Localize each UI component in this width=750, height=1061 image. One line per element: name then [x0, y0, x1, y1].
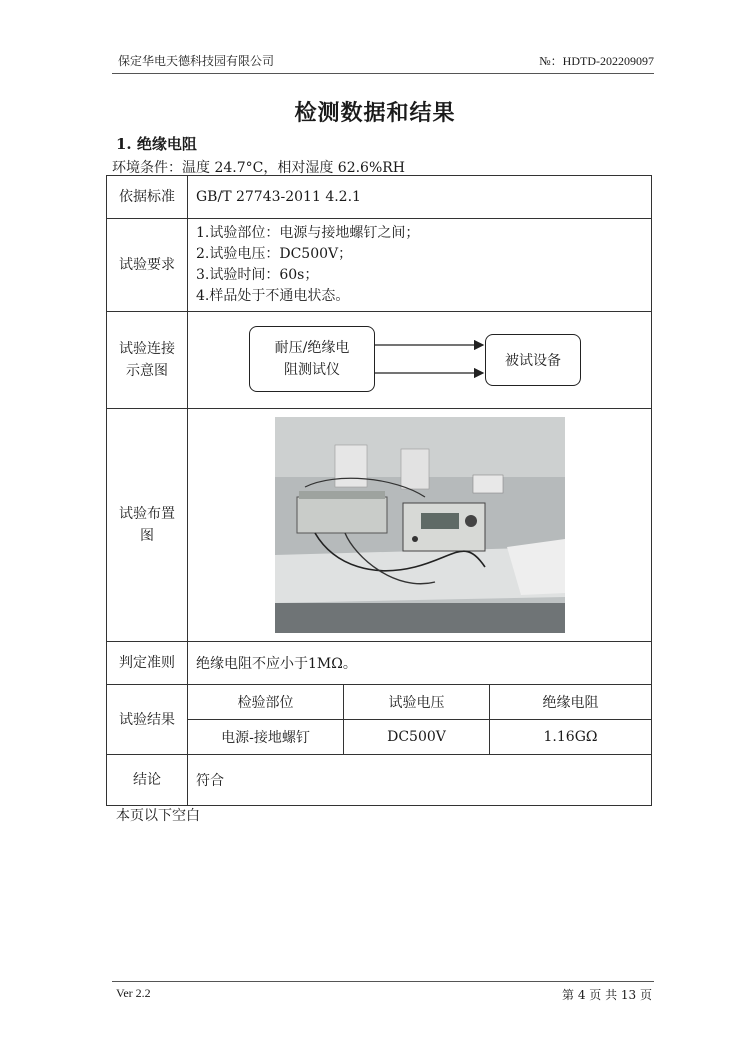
- row-conclusion: [107, 755, 652, 806]
- environment-conditions: 环境条件：温度 24.7°C，相对湿度 62.6%RH: [112, 160, 406, 176]
- row-connection-diagram: [107, 312, 652, 409]
- criterion-value: 绝缘电阻不应小于1MΩ。: [188, 642, 652, 685]
- result-resistance: 1.16GΩ: [490, 720, 652, 755]
- header-company: 保定华电天德科技园有限公司: [118, 54, 275, 68]
- header-divider: [112, 73, 654, 74]
- test-setup-photo: [275, 417, 565, 633]
- test-data-table: [106, 175, 652, 806]
- conclusion-label: 结论: [107, 755, 188, 806]
- instrument-label-line1: 耐压/绝缘电: [274, 340, 350, 356]
- tester-instrument-box: [249, 326, 375, 392]
- layout-photo-cell: [188, 409, 652, 642]
- requirement-item: 3.试验时间：60s；: [196, 267, 319, 283]
- footer-page-number: 第 4 页 共 13 页: [562, 988, 652, 1002]
- result-header-row: [188, 685, 651, 720]
- result-label: 试验结果: [107, 685, 188, 755]
- result-value-row: [188, 720, 651, 755]
- header-report-number: №：HDTD-202209097: [539, 54, 654, 68]
- connection-label-line1: 试验连接: [119, 341, 175, 357]
- standard-label: 依据标准: [107, 176, 188, 219]
- result-location: 电源-接地螺钉: [188, 720, 344, 755]
- result-header-resistance: 绝缘电阻: [490, 685, 652, 720]
- page-title: 检测数据和结果: [294, 100, 456, 126]
- layout-label: [107, 409, 188, 642]
- requirements-label: 试验要求: [107, 219, 188, 312]
- connection-label: [107, 312, 188, 409]
- requirement-item: 4.样品处于不通电状态。: [196, 288, 350, 304]
- instrument-label-line2: 阻测试仪: [284, 362, 340, 378]
- layout-label-line1: 试验布置: [119, 506, 175, 522]
- requirement-item: 1.试验部位：电源与接地螺钉之间；: [196, 225, 420, 241]
- result-cell: [188, 685, 652, 755]
- conclusion-value: 符合: [188, 755, 652, 806]
- criterion-label: 判定准则: [107, 642, 188, 685]
- section-title: 1. 绝缘电阻: [116, 135, 197, 153]
- row-criterion: [107, 642, 652, 685]
- connection-label-line2: 示意图: [126, 363, 168, 379]
- blank-page-note: 本页以下空白: [116, 808, 200, 824]
- connection-diagram-cell: [188, 312, 652, 409]
- result-voltage: DC500V: [344, 720, 490, 755]
- row-standard: [107, 176, 652, 219]
- result-table: [188, 685, 651, 754]
- footer-version: Ver 2.2: [116, 986, 151, 1000]
- footer-divider: [112, 981, 654, 982]
- result-header-voltage: 试验电压: [344, 685, 490, 720]
- device-label: 被试设备: [505, 353, 561, 369]
- standard-value: GB/T 27743-2011 4.2.1: [188, 176, 652, 219]
- requirement-item: 2.试验电压：DC500V；: [196, 246, 353, 262]
- layout-label-line2: 图: [140, 528, 154, 544]
- result-header-location: 检验部位: [188, 685, 344, 720]
- requirements-value: [188, 219, 652, 312]
- row-result: [107, 685, 652, 755]
- device-under-test-box: [485, 334, 581, 386]
- connection-diagram: [188, 312, 651, 408]
- row-requirements: [107, 219, 652, 312]
- row-test-layout: [107, 409, 652, 642]
